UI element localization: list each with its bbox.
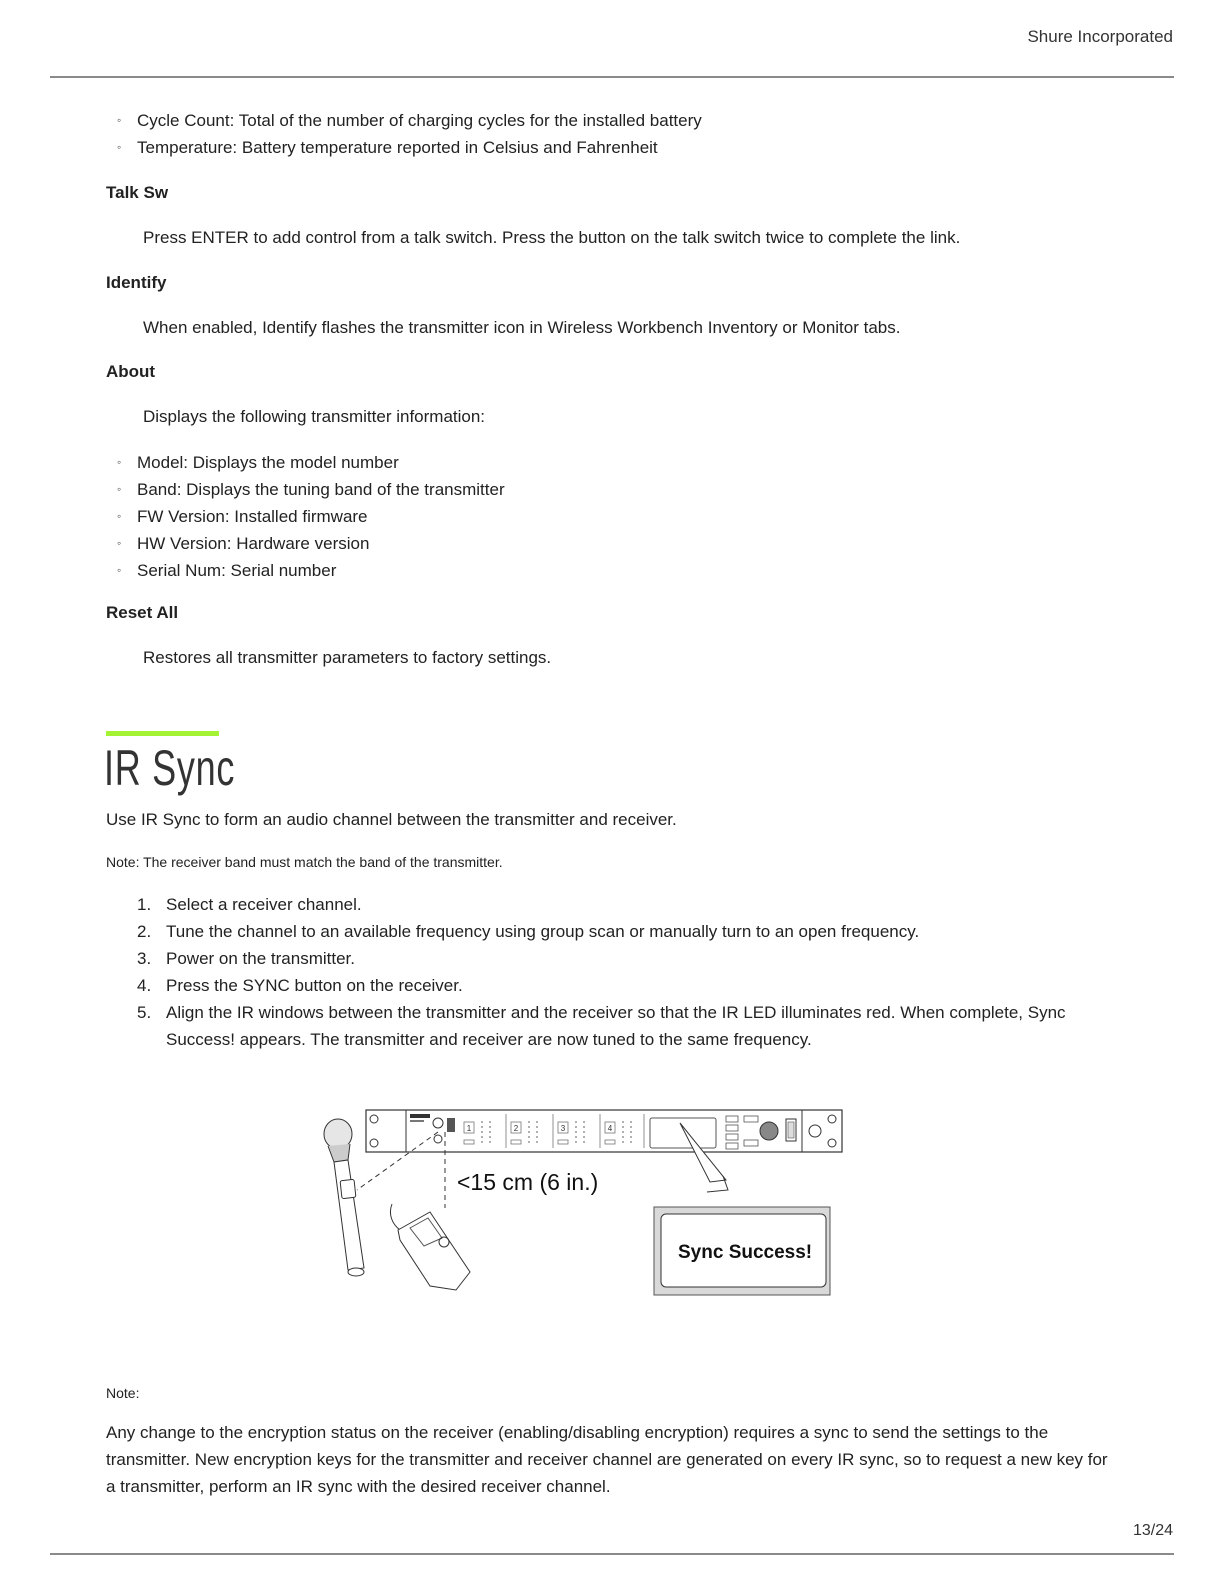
step-number: 1. (137, 895, 152, 914)
bullet-icon: ◦ (117, 113, 122, 127)
header-rule (50, 76, 1174, 78)
sync-success-display (654, 1207, 830, 1295)
bullet-icon: ◦ (117, 536, 122, 550)
note-label: Note: (106, 1385, 140, 1401)
battery-list (117, 107, 702, 161)
bodypack-transmitter-illustration (390, 1204, 470, 1290)
term-about: About (106, 362, 156, 381)
step-number: 2. (137, 922, 152, 941)
desc-reset-all: Restores all transmitter parameters to factory settings. (143, 648, 552, 667)
step-item: 3. Power on the transmitter. (137, 945, 1097, 972)
term-talk-sw: Talk Sw (106, 183, 169, 202)
list-item: ◦ Serial Num: Serial number (117, 557, 505, 584)
list-item: ◦ Band: Displays the tuning band of the transmitter (117, 476, 505, 503)
step-item: 1. Select a receiver channel. (137, 891, 1097, 918)
channel-number: 3 (560, 1124, 566, 1133)
steps-list (137, 891, 1097, 1053)
list-item: ◦ Model: Displays the model number (117, 449, 505, 476)
bullet-icon: ◦ (117, 509, 122, 523)
company-name: Shure Incorporated (1027, 27, 1173, 46)
channel-number: 1 (466, 1124, 472, 1133)
step-item: 4. Press the SYNC button on the receiver. (137, 972, 1097, 999)
step-number: 3. (137, 949, 152, 968)
bullet-icon: ◦ (117, 482, 122, 496)
bullet-icon: ◦ (117, 140, 122, 154)
intro-text: Use IR Sync to form an audio channel between the transmitter and receiver. (106, 810, 677, 829)
sync-success-message: Sync Success! (678, 1242, 813, 1263)
about-list (117, 449, 505, 584)
footer-rule (50, 1553, 1174, 1555)
encryption-note: Any change to the encryption status on the receiver (enabling/disabling encryption) requires a sync to send the settings to the transmitter. New encryption keys for the transmitter and receiver channel are generated on every IR sync, so to request a new key for a transmitter, perform an IR sync with the desired receiver channel. (106, 1423, 1108, 1496)
bullet-icon: ◦ (117, 563, 122, 577)
list-item: ◦ HW Version: Hardware version (117, 530, 505, 557)
step-item: 5. Align the IR windows between the transmitter and the receiver so that the IR LED illuminates red. When complete, Sync Success! appears. The transmitter and receiver are now tuned to the same frequency. (137, 999, 1097, 1053)
desc-talk-sw: Press ENTER to add control from a talk switch. Press the button on the talk switch twice to complete the link. (143, 228, 961, 247)
receiver-unit-illustration (366, 1110, 842, 1152)
step-item: 2. Tune the channel to an available frequency using group scan or manually turn to an open frequency. (137, 918, 1097, 945)
channel-number: 4 (607, 1124, 613, 1133)
list-item: ◦ Temperature: Battery temperature reported in Celsius and Fahrenheit (117, 134, 702, 161)
distance-label: <15 cm (6 in.) (457, 1169, 599, 1195)
list-item: ◦ FW Version: Installed firmware (117, 503, 505, 530)
band-note: Note: The receiver band must match the band of the transmitter. (106, 854, 503, 870)
heading-accent-bar (106, 731, 219, 736)
page-number: 13/24 (1132, 1522, 1173, 1539)
step-number: 5. (137, 1003, 152, 1022)
handheld-transmitter-illustration (324, 1119, 364, 1276)
section-title: IR Sync (104, 740, 236, 796)
desc-identify: When enabled, Identify flashes the transmitter icon in Wireless Workbench Inventory or Monitor tabs. (143, 318, 901, 337)
step-number: 4. (137, 976, 152, 995)
channel-number: 2 (513, 1124, 519, 1133)
term-reset-all: Reset All (106, 603, 179, 622)
list-item: ◦ Cycle Count: Total of the number of charging cycles for the installed battery (117, 107, 702, 134)
ir-sync-figure (312, 1100, 852, 1315)
bullet-icon: ◦ (117, 455, 122, 469)
desc-about: Displays the following transmitter information: (143, 407, 486, 426)
term-identify: Identify (106, 273, 167, 292)
